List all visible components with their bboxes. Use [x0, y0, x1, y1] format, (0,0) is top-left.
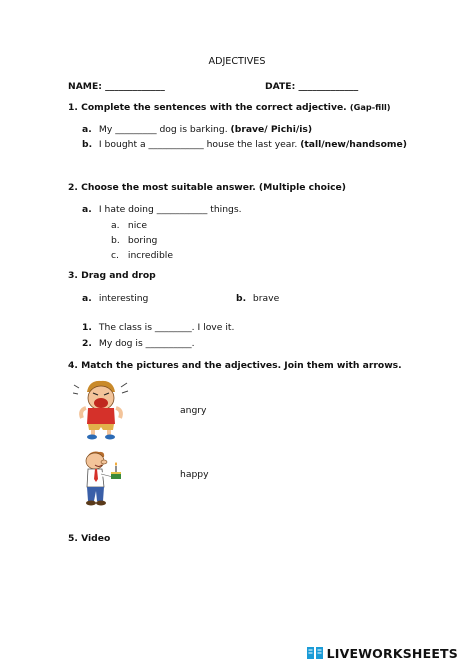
q2-item-a-label: a. — [82, 204, 92, 215]
q1-item-b-text[interactable]: I bought a ____________ house the last year. — [98, 139, 298, 150]
q3-choice-b[interactable] — [236, 293, 279, 304]
q5-heading: 5. Video — [68, 533, 111, 544]
q2-option-c[interactable] — [111, 250, 173, 261]
q2-option-b-text: boring — [127, 235, 158, 246]
q3-sentence-1-text[interactable]: The class is ________. I love it. — [98, 322, 235, 333]
q1-item-b — [82, 139, 407, 150]
q1-item-b-hint: (tall/new/handsome) — [300, 139, 407, 150]
q3-sentence-2 — [82, 338, 195, 349]
match-word-angry[interactable]: angry — [180, 405, 207, 416]
liveworksheets-icon — [306, 645, 324, 661]
q3-sentence-1 — [82, 322, 234, 333]
q2-option-a-label: a. — [111, 220, 120, 231]
q3-heading: 3. Drag and drop — [68, 270, 156, 281]
q2-option-a[interactable] — [111, 220, 147, 231]
angry-child-picture[interactable] — [73, 378, 129, 440]
q1-item-a-hint: (brave/ Pichi/is) — [230, 124, 313, 135]
liveworksheets-logo[interactable] — [306, 645, 458, 661]
q3-choice-a-label: a. — [82, 293, 92, 304]
q1-heading-note: (Gap-fill) — [349, 102, 391, 112]
q2-option-a-text: nice — [127, 220, 148, 231]
q3-sentence-2-label: 2. — [82, 338, 92, 349]
q3-choice-a-text[interactable]: interesting — [98, 293, 149, 304]
q2-option-b-label: b. — [111, 235, 120, 246]
q2-item-a — [82, 204, 242, 215]
page-title: ADJECTIVES — [208, 56, 266, 67]
q1-item-a-text[interactable]: My _________ dog is barking. — [98, 124, 228, 135]
liveworksheets-logo-text: LIVEWORKSHEETS — [326, 645, 458, 661]
q1-item-a — [82, 124, 312, 135]
q3-sentence-2-text[interactable]: My dog is __________. — [98, 338, 195, 349]
match-word-happy[interactable]: happy — [180, 469, 209, 480]
q1-item-b-label: b. — [82, 139, 93, 150]
q4-heading: 4. Match the pictures and the adjectives. Join them with arrows. — [68, 360, 402, 371]
q1-heading — [68, 102, 391, 113]
q2-option-c-label: c. — [111, 250, 119, 261]
q3-choice-b-text[interactable]: brave — [252, 293, 280, 304]
date-field[interactable]: DATE: _____________ — [265, 81, 359, 92]
q2-item-a-text: I hate doing ___________ things. — [98, 204, 242, 215]
q2-option-b[interactable] — [111, 235, 157, 246]
q3-choice-a[interactable] — [82, 293, 148, 304]
q1-heading-text: 1. Complete the sentences with the correct adjective. — [68, 102, 347, 113]
q2-option-c-text: incredible — [127, 250, 173, 261]
q3-sentence-1-label: 1. — [82, 322, 92, 333]
happy-man-picture[interactable] — [77, 449, 127, 507]
q1-item-a-label: a. — [82, 124, 92, 135]
name-field[interactable]: NAME: _____________ — [68, 81, 165, 92]
q3-choice-b-label: b. — [236, 293, 247, 304]
q2-heading: 2. Choose the most suitable answer. (Multiple choice) — [68, 182, 346, 193]
